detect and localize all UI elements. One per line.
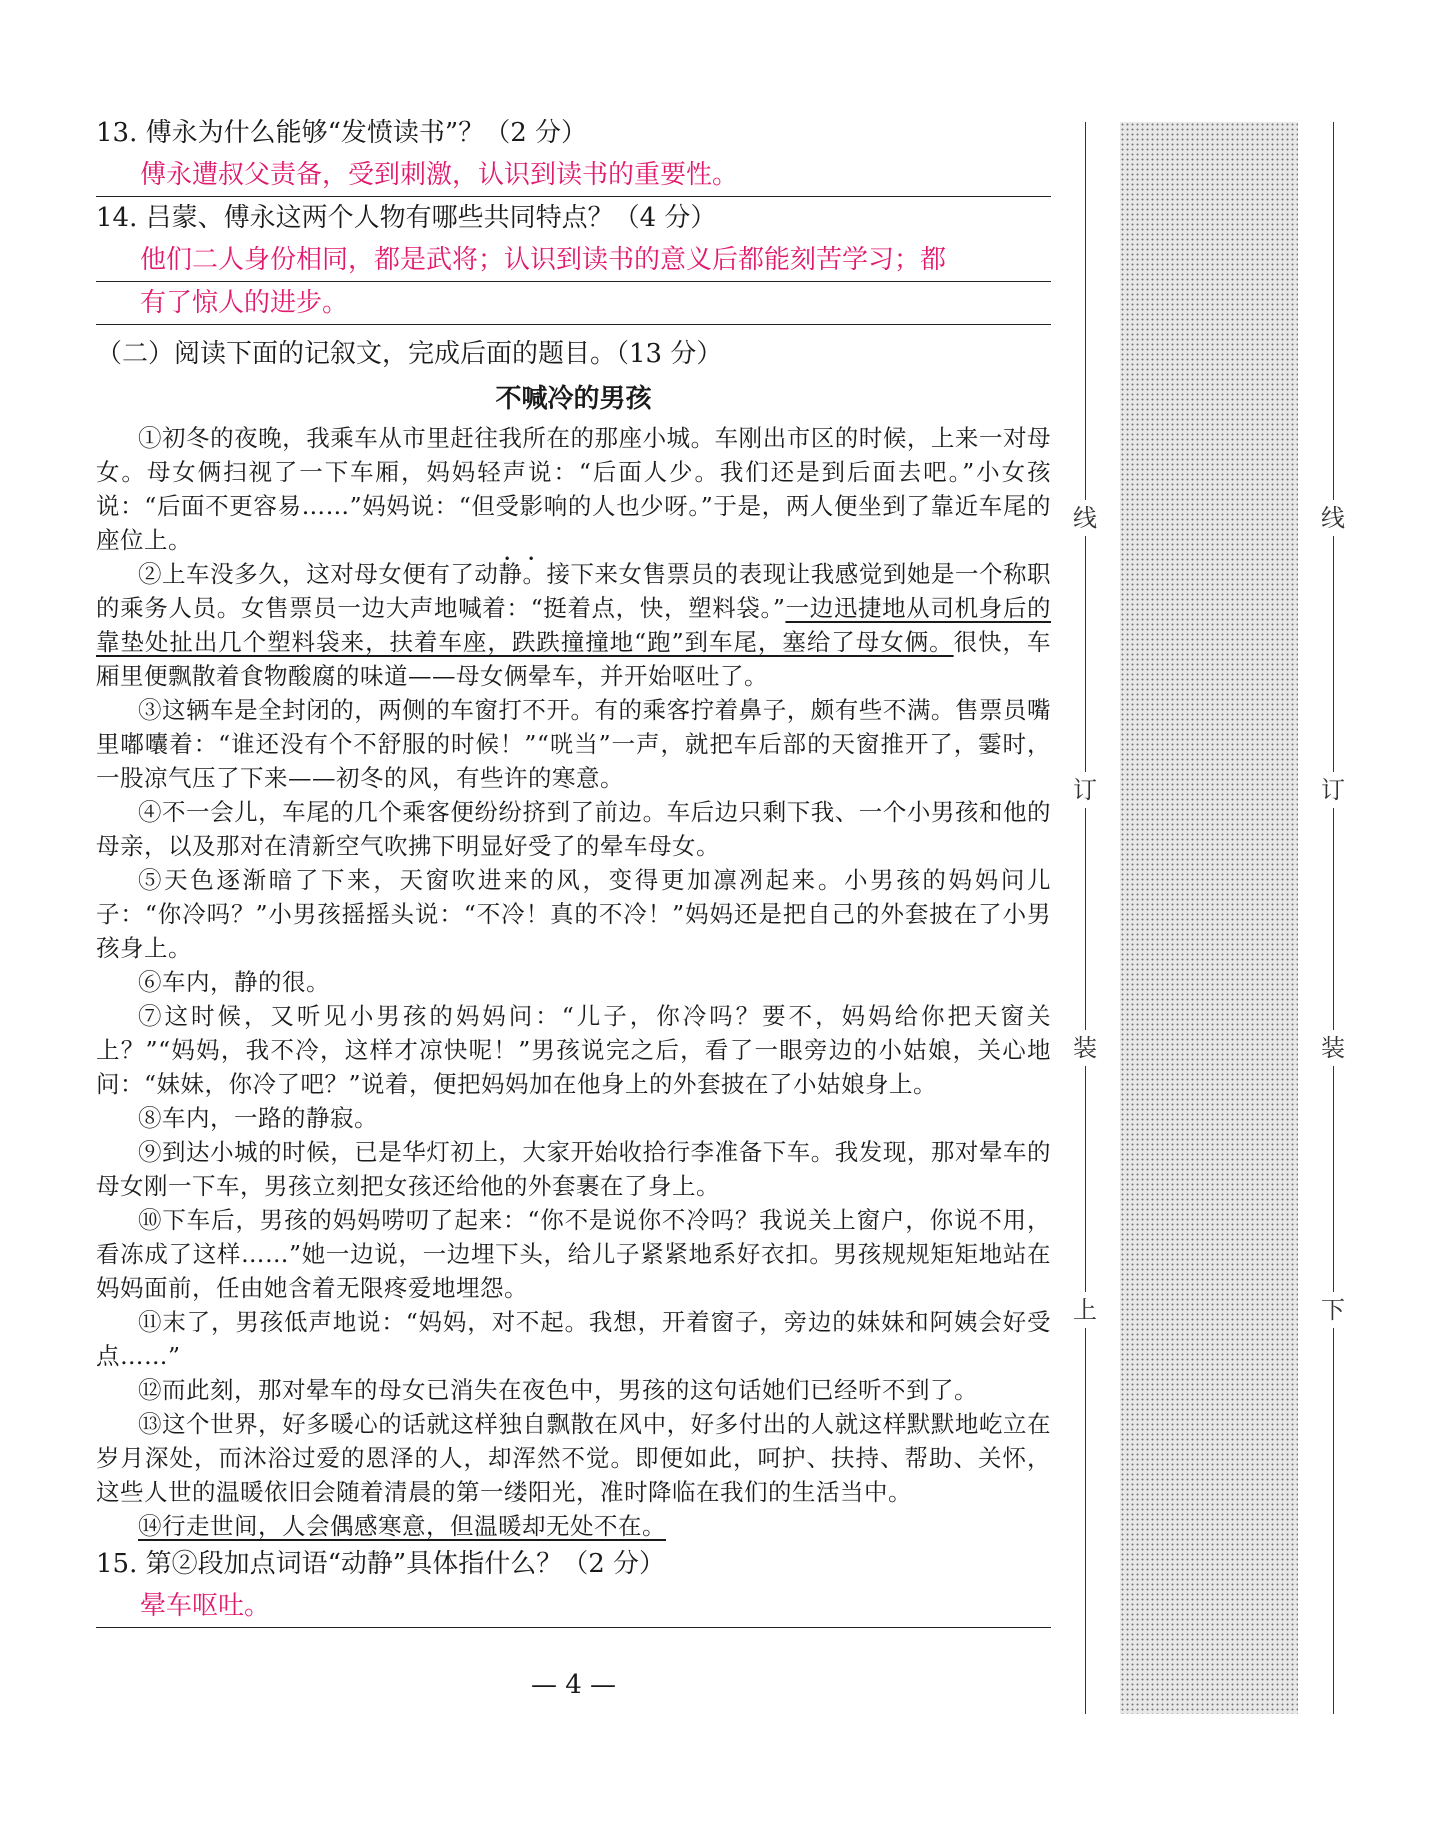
paragraph-14-text: ⑭行走世间，人会偶感寒意，但温暖却无处不在。	[138, 1512, 666, 1540]
answer-13: 傅永遭叔父责备，受到刺激，认识到读书的重要性。	[96, 154, 1051, 197]
page-number: — 4 —	[530, 1670, 617, 1700]
paragraph-2-part-a: ②上车没多久，这对母女便有了	[138, 560, 475, 588]
binding-hatched-strip	[1120, 122, 1298, 1714]
paragraph-1: ①初冬的夜晚，我乘车从市里赶往我所在的那座小城。车刚出市区的时候，上来一对母女。母女俩扫视了一下车厢，妈妈轻声说：“后面人少。我们还是到后面去吧。”小女孩说：“后面不更容易……”妈妈说：“但受影响的人也少呀。”于是，两人便坐到了靠近车尾的座位上。	[96, 424, 1051, 554]
underlined-sentence: 一边迅捷地从司机身后的靠垫处扯出几个塑料袋来，扶着车座，跌跌撞撞地“跑”到车尾，塞给了母女俩。	[96, 594, 1052, 656]
question-15: 15. 第②段加点词语“动静”具体指什么？（2 分）	[96, 1549, 666, 1579]
question-13: 13. 傅永为什么能够“发愤读书”？（2 分）	[96, 118, 588, 148]
paragraph-10: ⑩下车后，男孩的妈妈唠叨了起来：“你不是说你不冷吗？我说关上窗户，你说不用，看冻成了这样……”她一边说，一边埋下头，给儿子紧紧地系好衣扣。男孩规规矩矩地站在妈妈面前，任由她含着无限疼爱地埋怨。	[96, 1206, 1051, 1302]
binding-left-char-3: 装	[1070, 1030, 1100, 1066]
paragraph-6: ⑥车内，静的很。	[138, 968, 330, 996]
section-heading: （二）阅读下面的记叙文，完成后面的题目。（13 分）	[96, 339, 723, 369]
paragraph-13: ⑬这个世界，好多暖心的话就这样独自飘散在风中，好多付出的人就这样默默地屹立在岁月深处，而沐浴过爱的恩泽的人，却浑然不觉。即便如此，呵护、扶持、帮助、关怀，这些人世的温暖依旧会随着清晨的第一缕阳光，准时降临在我们的生活当中。	[96, 1410, 1051, 1506]
paragraph-11: ⑪末了，男孩低声地说：“妈妈，对不起。我想，开着窗子，旁边的妹妹和阿姨会好受点……”	[96, 1308, 1051, 1370]
binding-line-left	[1085, 122, 1086, 1714]
paragraph-7: ⑦这时候，又听见小男孩的妈妈问：“儿子，你冷吗？要不，妈妈给你把天窗关上？”“妈妈，我不冷，这样才凉快呢！”男孩说完之后，看了一眼旁边的小姑娘，关心地问：“妹妹，你冷了吧？”说着，便把妈妈加在他身上的外套披在了小姑娘身上。	[96, 1002, 1051, 1098]
binding-right-char-4: 下	[1318, 1292, 1348, 1328]
emphasis-dot-char-1: 动	[474, 560, 499, 588]
answer-14-line-2: 有了惊人的进步。	[96, 282, 1051, 325]
binding-margin	[1073, 122, 1345, 1714]
binding-right-char-3: 装	[1318, 1030, 1348, 1066]
paragraph-12: ⑫而此刻，那对晕车的母女已消失在夜色中，男孩的这句话她们已经听不到了。	[138, 1376, 978, 1404]
binding-left-char-4: 上	[1070, 1292, 1100, 1328]
question-14: 14. 吕蒙、傅永这两个人物有哪些共同特点？（4 分）	[96, 203, 717, 233]
answer-14	[96, 239, 1051, 325]
binding-left-char-1: 线	[1070, 500, 1100, 536]
story-title: 不喊冷的男孩	[495, 384, 652, 414]
worksheet-content	[96, 112, 1051, 1628]
paragraph-4: ④不一会儿，车尾的几个乘客便纷纷挤到了前边。车后边只剩下我、一个小男孩和他的母亲，以及那对在清新空气吹拂下明显好受了的晕车母女。	[96, 798, 1051, 860]
paragraph-3: ③这辆车是全封闭的，两侧的车窗打不开。有的乘客拧着鼻子，颇有些不满。售票员嘴里嘟囔着：“谁还没有个不舒服的时候！”“咣当”一声，就把车后部的天窗推开了，霎时，一股凉气压了下来——初冬的风，有些许的寒意。	[96, 696, 1051, 792]
binding-line-right	[1333, 122, 1334, 1714]
paragraph-14	[96, 1509, 1051, 1543]
paragraph-2-part-b: 。接下来女售票员的表现让我感觉到她是一个称职的乘务人员。女售票员一边大声地喊着：“挺着点，快，塑料袋。”	[96, 560, 1052, 622]
paragraph-5: ⑤天色逐渐暗了下来，天窗吹进来的风，变得更加凛冽起来。小男孩的妈妈问儿子：“你冷吗？”小男孩摇摇头说：“不冷！真的不冷！”妈妈还是把自己的外套披在了小男孩身上。	[96, 866, 1051, 962]
answer-15: 晕车呕吐。	[96, 1585, 1051, 1628]
binding-right-char-1: 线	[1318, 500, 1348, 536]
paragraph-9: ⑨到达小城的时候，已是华灯初上，大家开始收拾行李准备下车。我发现，那对晕车的母女刚一下车，男孩立刻把女孩还给他的外套裹在了身上。	[96, 1138, 1051, 1200]
paragraph-2	[96, 557, 1051, 693]
paragraph-2-part-c: 很快，车厢里便飘散着食物酸腐的味道——母女俩晕车，并开始呕吐了。	[96, 628, 1052, 690]
binding-right-char-2: 订	[1318, 772, 1348, 808]
binding-left-char-2: 订	[1070, 772, 1100, 808]
emphasis-dot-char-2: 静	[498, 560, 523, 588]
answer-14-line-1: 他们二人身份相同，都是武将；认识到读书的意义后都能刻苦学习；都	[96, 239, 1051, 282]
paragraph-8: ⑧车内，一路的静寂。	[138, 1104, 378, 1132]
